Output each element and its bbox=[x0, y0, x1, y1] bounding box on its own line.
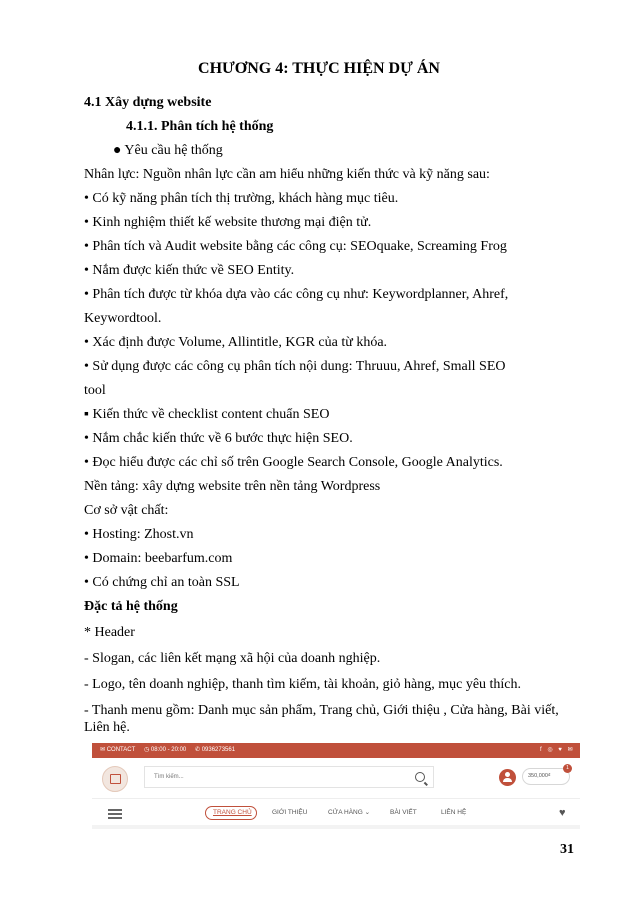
opening-hours: ◷ 08:00 - 20:00 bbox=[144, 747, 187, 753]
body-line: Nhân lực: Nguồn nhân lực cần am hiểu những kiến thức và kỹ năng sau: bbox=[84, 167, 490, 182]
cart-count-badge: 1 bbox=[563, 764, 572, 773]
section-heading: 4.1 Xây dựng website bbox=[84, 95, 212, 110]
body-line: • Kinh nghiệm thiết kế website thương mại điện tử. bbox=[84, 215, 372, 230]
hotline: ✆ 0936273561 bbox=[195, 747, 236, 753]
body-line: • Hosting: Zhost.vn bbox=[84, 527, 194, 542]
chapter-title: CHƯƠNG 4: THỰC HIỆN DỰ ÁN bbox=[198, 60, 440, 77]
hamburger-icon bbox=[108, 809, 122, 811]
body-line: • Nắm chắc kiến thức về 6 bước thực hiện SEO. bbox=[84, 431, 353, 446]
menu-item-blog: BÀI VIẾT bbox=[390, 809, 417, 816]
body-line: tool bbox=[84, 383, 106, 398]
spec-heading: Đặc tả hệ thống bbox=[84, 599, 178, 614]
subsection-heading: 4.1.1. Phân tích hệ thống bbox=[126, 119, 274, 134]
menu-item-shop: CỬA HÀNG ⌄ bbox=[328, 809, 371, 816]
body-line: Nền tảng: xây dựng website trên nền tảng Wordpress bbox=[84, 479, 381, 494]
body-line: • Xác định được Volume, Allintitle, KGR của từ khóa. bbox=[84, 335, 388, 350]
top-bar bbox=[92, 743, 580, 758]
wishlist-heart-icon: ♥ bbox=[559, 807, 566, 819]
account-icon bbox=[499, 769, 516, 786]
site-header bbox=[92, 758, 580, 798]
body-line: • Đọc hiểu được các chỉ số trên Google Search Console, Google Analytics. bbox=[84, 455, 503, 470]
body-line: • Phân tích và Audit website bằng các công cụ: SEOquake, Screaming Frog bbox=[84, 239, 507, 254]
search-placeholder: Tìm kiếm... bbox=[154, 774, 184, 780]
website-header-screenshot bbox=[92, 743, 580, 829]
menu-item-home: TRANG CHỦ bbox=[213, 809, 252, 816]
body-line: • Có chứng chỉ an toàn SSL bbox=[84, 575, 240, 590]
cart-button bbox=[522, 765, 570, 785]
body-line: • Nắm được kiến thức về SEO Entity. bbox=[84, 263, 295, 278]
menu-item-about: GIỚI THIỆU bbox=[272, 809, 308, 816]
spec-line: - Slogan, các liên kết mạng xã hội của doanh nghiệp. bbox=[84, 651, 381, 666]
spec-line: * Header bbox=[84, 625, 135, 640]
body-line: Cơ sở vật chất: bbox=[84, 503, 169, 518]
page-number: 31 bbox=[560, 842, 574, 857]
bullet-heading: ● Yêu cầu hệ thống bbox=[113, 143, 223, 158]
body-line: ▪ Kiến thức về checklist content chuẩn SEO bbox=[84, 407, 330, 422]
menu-item-contact: LIÊN HỆ bbox=[441, 809, 467, 816]
spec-line: - Logo, tên doanh nghiệp, thanh tìm kiếm, tài khoản, giỏ hàng, mục yêu thích. bbox=[84, 677, 522, 692]
logo-icon bbox=[102, 766, 128, 792]
contact-link: ✉ CONTACT bbox=[100, 747, 136, 753]
body-line: • Có kỹ năng phân tích thị trường, khách hàng mục tiêu. bbox=[84, 191, 399, 206]
body-line: • Sử dụng được các công cụ phân tích nội dung: Thruuu, Ahref, Small SEO bbox=[84, 359, 506, 374]
search-bar bbox=[144, 766, 434, 788]
search-icon bbox=[415, 772, 425, 782]
spec-line: Liên hệ. bbox=[84, 720, 130, 735]
divider bbox=[92, 825, 580, 829]
body-line: • Domain: beebarfum.com bbox=[84, 551, 233, 566]
social-icons: f ◎ ♥ ✉ bbox=[540, 747, 575, 753]
cart-amount: 350,000₫ bbox=[528, 773, 551, 779]
body-line: • Phân tích được từ khóa dựa vào các công cụ như: Keywordplanner, Ahref, bbox=[84, 287, 509, 302]
body-line: Keywordtool. bbox=[84, 311, 162, 326]
spec-line: - Thanh menu gồm: Danh mục sản phẩm, Trang chủ, Giới thiệu , Cửa hàng, Bài viết, bbox=[84, 703, 559, 718]
